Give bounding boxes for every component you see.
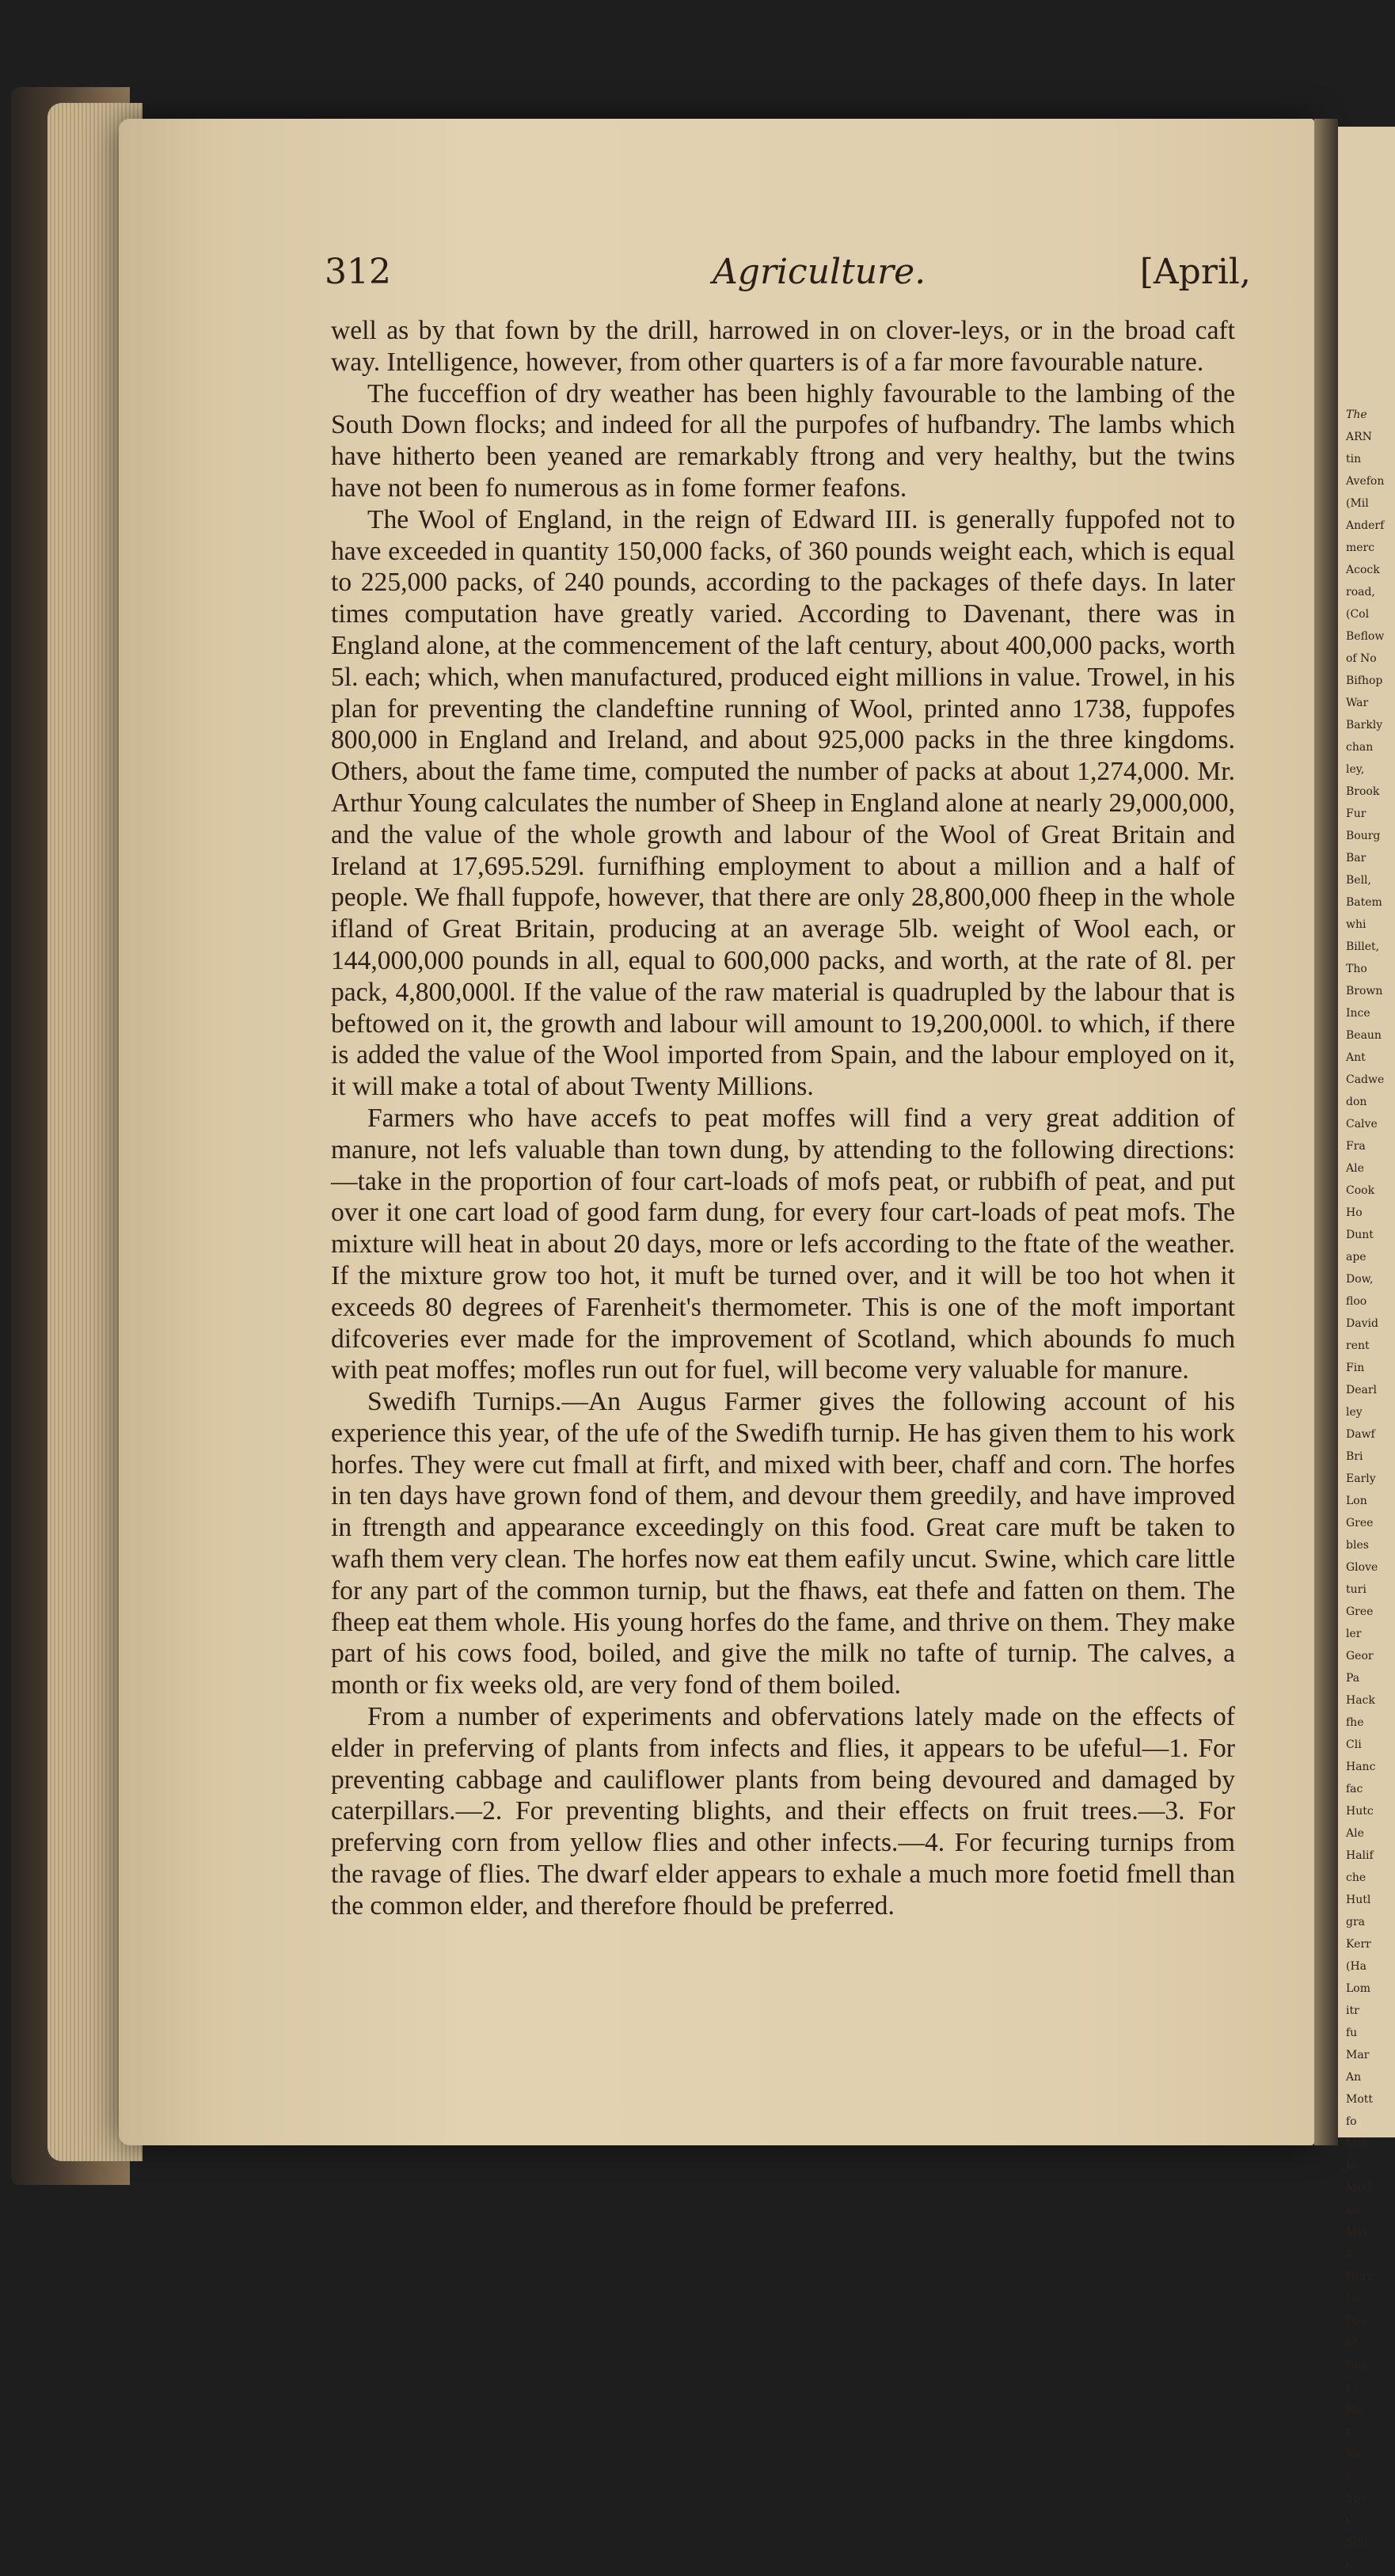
adjacent-page-fragment: Dawf: [1346, 1428, 1375, 1441]
adjacent-page-fragment: Brook: [1346, 785, 1380, 798]
adjacent-page-fragment: Avefon: [1346, 475, 1385, 488]
running-head: [325, 252, 1251, 299]
adjacent-page-fragment: to: [1346, 2381, 1358, 2394]
adjacent-page-fragment: road,: [1346, 586, 1375, 598]
adjacent-page-fragment: Early: [1346, 1472, 1376, 1485]
adjacent-page-fragment: turi: [1346, 1583, 1366, 1596]
adjacent-page-fragment: The: [1346, 408, 1367, 421]
adjacent-page-fragment: Cadwe: [1346, 1073, 1385, 1086]
running-month: [April,: [1139, 252, 1251, 292]
adjacent-page-fragment: of No: [1346, 652, 1377, 665]
paragraph: Farmers who have accefs to peat moffes will find a very great addition of manure, not lefs valuable than town dung, by attending to the following directions:—take in the proportion of four cart-loads of mofs peat, or rubbifh of peat, and put over it one cart load of good farm dung, for every four cart-loads of peat mofs. The mixture will heat in about 20 days, more or lefs according to the ftate of the weather. If the mixture grow too hot, it muft be turned over, and it will be too hot when it exceeds 80 degrees of Farenheit's thermometer. This is one of the moft important difcoveries ever made for the improvement of Scotland, which abounds fo much with peat moffes; mofles run out for fuel, will become very valuable for manure.: [331, 1103, 1235, 1385]
running-title: Agriculture.: [713, 252, 926, 292]
adjacent-page-fragment: Ale: [1346, 1827, 1364, 1840]
paragraph: The Wool of England, in the reign of Edward III. is generally fuppofed not to have exceeded in quantity 150,000 facks, of 360 pounds weight each, which is equal to 225,000 packs, of 240 pounds, according to the packages of thefe days. In later times computation have greatly varied. According to Davenant, there was in England alone, at the commencement of the laft century, about 400,000 packs, worth 5l. each; which, when manufactured, produced eight millions in value. Trowel, in his plan for preventing the clandeftine running of Wool, printed anno 1738, fuppofes 800,000 in England and Ireland, and about 925,000 packs in the three kingdoms. Others, about the fame time, computed the number of packs at about 1,274,000. Mr. Arthur Young calculates the number of Sheep in England alone at nearly 29,000,000, and the value of the whole growth and labour of the Wool of Great Britain and Ireland at 17,695.529l. furnifhing employment to about a million and a half of people. We fhall fuppofe, however, that there are only 28,800,000 fheep in the whole ifland of Great Britain, producing at an average 5lb. weight of Wool each, or 144,000,000 pounds in all, equal to 600,000 packs, and worth, at the rate of 8l. per pack, 4,800,000l. If the value of the raw material is quadrupled by the labour that is beftowed on it, the growth and labour will amount to 19,200,000l. to which, if there is added the value of the Wool imported from Spain, and the labour employed on it, it will make a total of about Twenty Millions.: [331, 504, 1235, 1102]
adjacent-page-fragment: McC: [1346, 2182, 1372, 2194]
adjacent-page-fragment: merc: [1346, 541, 1375, 554]
adjacent-page-fragment: Calve: [1346, 1118, 1378, 1130]
adjacent-page-fragment: Ja: [1346, 2160, 1357, 2172]
adjacent-page-fragment: Dunt: [1346, 1229, 1374, 1241]
adjacent-page-fragment: Pow: [1346, 2315, 1370, 2327]
adjacent-page-fragment: Mar: [1346, 2049, 1370, 2061]
adjacent-page-fragment: Ale: [1346, 1162, 1364, 1175]
adjacent-page-fragment: fu: [1346, 2027, 1358, 2039]
adjacent-page-fragment: Bar: [1346, 852, 1366, 864]
adjacent-page-fragment: Fra: [1346, 1140, 1366, 1153]
adjacent-page-fragment: (Ha: [1346, 1960, 1367, 1973]
adjacent-page-fragment: C: [1346, 2514, 1355, 2527]
adjacent-page-fragment: ler: [1346, 1628, 1362, 1640]
adjacent-page-fragment: Ant: [1346, 1051, 1366, 1064]
adjacent-page-fragment: David: [1346, 1317, 1378, 1330]
paragraph: well as by that fown by the drill, harrowed in on clover-leys, or in the broad caft way. Intelligence, however, from other quarters is of a far more favourable nature.: [331, 316, 1235, 377]
paragraph: The fucceffion of dry weather has been highly favourable to the lambing of the South Down flocks; and indeed for all the purpofes of hufbandry. The lambs which have hitherto been yeaned are remarkably ftrong and very healthy, but the twins have not been fo numerous as in fome former feafons.: [331, 378, 1235, 503]
adjacent-page-fragment: Ince: [1346, 1007, 1370, 1020]
adjacent-page-fragment: Ron: [1346, 2359, 1368, 2372]
adjacent-page-fragment: Hack: [1346, 1694, 1375, 1707]
adjacent-page-fragment: Hutc: [1346, 1805, 1374, 1818]
adjacent-page-fragment: chan: [1346, 741, 1374, 754]
adjacent-page-fragment: fo: [1346, 2248, 1357, 2261]
adjacent-page-fragment: Cli: [1346, 1738, 1362, 1751]
adjacent-page-fragment: Beflow: [1346, 630, 1385, 643]
adjacent-page-fragment: Brown: [1346, 985, 1383, 997]
adjacent-page-fragment: An: [1346, 2071, 1362, 2084]
adjacent-page-fragment: Bri: [1346, 1450, 1363, 1463]
adjacent-page-fragment: Anderf: [1346, 519, 1385, 532]
adjacent-page-fragment: che: [1346, 1871, 1366, 1884]
adjacent-page-fragment: rent: [1346, 1339, 1370, 1352]
adjacent-page-fragment: Geor: [1346, 1650, 1374, 1662]
adjacent-page-fragment: Pa: [1346, 1672, 1360, 1685]
adjacent-page-fragment: Acock: [1346, 564, 1380, 576]
adjacent-page-fragment: don: [1346, 1096, 1367, 1108]
adjacent-page-fragment: F: [1346, 2470, 1354, 2483]
adjacent-page-fragment: She: [1346, 2492, 1367, 2505]
book-gutter: [1314, 119, 1338, 2145]
adjacent-page-fragment: Mitc: [1346, 2137, 1372, 2150]
adjacent-page-fragment: ley: [1346, 1406, 1363, 1419]
adjacent-page-fragment: Beaun: [1346, 1029, 1382, 1042]
adjacent-page-fragment: Glove: [1346, 1561, 1378, 1574]
adjacent-page-fragment: tin: [1346, 453, 1362, 465]
adjacent-page-fragment: Lom: [1346, 1982, 1371, 1995]
adjacent-page-fragment: fac: [1346, 1783, 1363, 1795]
adjacent-page-fragment: Norr: [1346, 2270, 1374, 2283]
adjacent-page-fragment: Mott: [1346, 2093, 1374, 2106]
adjacent-page-fragment: itr: [1346, 2004, 1359, 2017]
adjacent-page-fragment: ape: [1346, 1251, 1366, 1263]
adjacent-page-fragment: ARN: [1346, 431, 1372, 443]
adjacent-page-fragment: Lon: [1346, 1495, 1367, 1507]
adjacent-page-fragment: whi: [1346, 918, 1366, 931]
paragraph: Swedifh Turnips.—An Augus Farmer gives the following account of his experience this year, of the ufe of the Swedifh turnip. He has given them to his work horfes. They were cut fmall at firft, and mixed with beer, chaff and corn. The horfes in ten days have grown fond of them, and devour them greedily, and have improved in ftrength and appearance exceedingly on this food. Great care muft be taken to wafh them very clean. The horfes now eat them eafily uncut. Swine, which care little for any part of the common turnip, but the fhaws, eat thefe and fatten on them. The fheep eat them whole. His young horfes do the fame, and thrive on them. They make part of his cows food, boiled, and give the milk no tafte of turnip. The calves, a month or fix weeks old, are very fond of them boiled.: [331, 1387, 1235, 1700]
adjacent-page-fragment: Bourg: [1346, 830, 1381, 842]
adjacent-page: [1338, 127, 1395, 2571]
adjacent-page-fragment: Billet,: [1346, 940, 1380, 953]
adjacent-page-fragment: (Mil: [1346, 497, 1369, 510]
adjacent-page-fragment: C: [1346, 2559, 1355, 2571]
adjacent-page-fragment: Ric: [1346, 2403, 1364, 2416]
adjacent-page-fragment: an: [1346, 2204, 1360, 2217]
adjacent-page-fragment: Smi: [1346, 2536, 1368, 2549]
paragraph: From a number of experiments and obfervations lately made on the effects of elder in preferving of plants from infects and flies, it appears to be ufeful—1. For preventing cabbage and cauliflower plants from being devoured and damaged by caterpillars.—2. For preventing blights, and their effects on fruit trees.—3. For preferving corn from yellow flies and other infects.—4. For fecuring turnips from the ravage of flies. The dwarf elder appears to exhale a much more foetid fmell than the common elder, and therefore fhould be preferred.: [331, 1702, 1235, 1921]
adjacent-page-fragment: Cook: [1346, 1184, 1375, 1197]
adjacent-page-fragment: Gree: [1346, 1605, 1374, 1618]
adjacent-page-fragment: floo: [1346, 1295, 1367, 1308]
adjacent-page-fragment: Kerr: [1346, 1938, 1371, 1951]
adjacent-page-fragment: t: [1346, 2426, 1351, 2438]
adjacent-page-fragment: ley,: [1346, 763, 1365, 776]
adjacent-page-fragment: (Col: [1346, 608, 1370, 621]
adjacent-page-fragment: Bifhop: [1346, 674, 1383, 687]
adjacent-page-fragment: Lo: [1346, 2293, 1360, 2305]
body-text: [331, 315, 1235, 1922]
adjacent-page-fragment: Barkly: [1346, 719, 1383, 731]
adjacent-page-fragment: fhe: [1346, 1716, 1364, 1729]
adjacent-page-fragment: Dow,: [1346, 1273, 1374, 1286]
adjacent-page-fragment: M: [1346, 2337, 1358, 2350]
adjacent-page-fragment: Fin: [1346, 1362, 1365, 1374]
adjacent-page-fragment: Bell,: [1346, 874, 1371, 887]
adjacent-page-fragment: Batem: [1346, 896, 1382, 909]
adjacent-page-fragment: Gree: [1346, 1517, 1374, 1529]
adjacent-page-fragment: fo: [1346, 2115, 1357, 2128]
adjacent-page-fragment: Hanc: [1346, 1761, 1376, 1773]
adjacent-page-fragment: bles: [1346, 1539, 1369, 1552]
adjacent-page-fragment: Ho: [1346, 1206, 1363, 1219]
adjacent-page-fragment: gra: [1346, 1916, 1366, 1928]
adjacent-page-fragment: Hutl: [1346, 1894, 1371, 1906]
adjacent-page-fragment: Ra: [1346, 2448, 1362, 2460]
adjacent-page-fragment: War: [1346, 697, 1369, 709]
adjacent-page-fragment: Dearl: [1346, 1384, 1378, 1396]
adjacent-page-fragment: Halif: [1346, 1849, 1374, 1862]
adjacent-page-fragment: Tho: [1346, 963, 1367, 975]
adjacent-page-fragment: Myl: [1346, 2226, 1367, 2239]
adjacent-page-fragment: Fur: [1346, 807, 1366, 820]
page-number: 312: [325, 252, 391, 292]
